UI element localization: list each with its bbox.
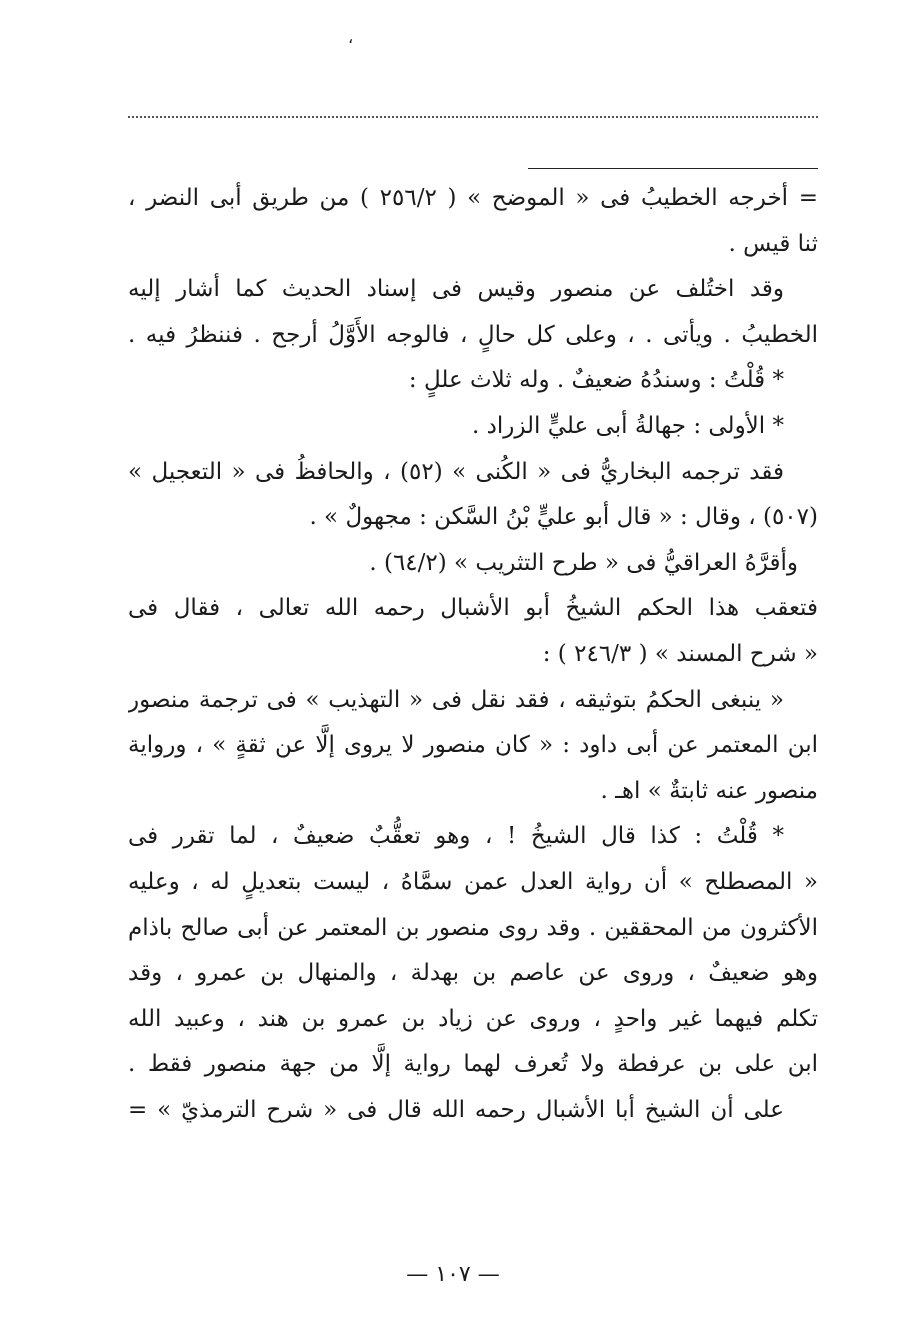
text-line: « ينبغى الحكمُ بتوثيقه ، فقد نقل فى « التهذيب » فى ترجمة منصور xyxy=(128,686,784,713)
footnote-rule xyxy=(528,168,818,169)
body-text xyxy=(128,176,818,1133)
ink-speck: ، xyxy=(348,28,354,47)
text-line: فقد ترجمه البخاريُّ فى « الكُنى » (٥٢) ، والحافظُ فى « التعجيل » xyxy=(128,458,784,485)
text-line: الخطيبُ . ويأتى . ، وعلى كل حالٍ ، فالوجه الأَوَّلُ أرجح . فننظرُ فيه . xyxy=(128,321,818,348)
text-line: « شرح المسند » ( ٢٤٦/٣ ) : xyxy=(542,640,818,667)
dotted-separator xyxy=(128,116,818,118)
page-number: — ١٠٧ — xyxy=(406,1262,500,1287)
text-line: فتعقب هذا الحكم الشيخُ أبو الأشبال رحمه الله تعالى ، فقال فى xyxy=(128,595,818,622)
text-line: * قُلْتُ : كذا قال الشيخُ ! ، وهو تعقُّبٌ ضعيفٌ ، لما تقرر فى xyxy=(128,823,784,850)
text-line: (٥٠٧) ، وقال : « قال أبو عليٍّ بْنُ السَّكن : مجهولٌ » . xyxy=(309,504,818,531)
text-line: * قُلْتُ : وسندُهُ ضعيفٌ . وله ثلاث عللٍ : xyxy=(408,367,784,394)
text-line: ابن المعتمر عن أبى داود : « كان منصور لا يروى إلَّا عن ثقةٍ » ، ورواية xyxy=(128,732,818,759)
text-line: الأكثرون من المحققين . وقد روى منصور بن المعتمر عن أبى صالح باذام xyxy=(128,914,818,941)
text-line: وقد اختُلف عن منصور وقيس فى إسناد الحديث كما أشار إليه xyxy=(128,276,784,303)
text-line: وهو ضعيفٌ ، وروى عن عاصم بن بهدلة ، والمنهال بن عمرو ، وقد xyxy=(128,960,818,987)
text-line: = أخرجه الخطيبُ فى « الموضح » ( ٢٥٦/٢ ) من طريق أبى النضر ، xyxy=(128,185,818,211)
text-line: * الأولى : جهالةُ أبى عليٍّ الزراد . xyxy=(472,412,784,439)
text-line: ثنا قيس . xyxy=(728,230,818,257)
text-line: تكلم فيهما غير واحدٍ ، وروى عن زياد بن عمرو بن هند ، وعبيد الله xyxy=(128,1005,818,1032)
text-line: « المصطلح » أن رواية العدل عمن سمَّاهُ ، ليست بتعديلٍ له ، وعليه xyxy=(128,868,818,895)
text-line: ابن على بن عرفطة ولا تُعرف لهما رواية إلَّا من جهة منصور فقط . xyxy=(128,1051,818,1078)
text-line: وأقرَّهُ العراقيُّ فى « طرح التثريب » (٦٤/٢) . xyxy=(369,549,798,576)
text-line: على أن الشيخ أبا الأشبال رحمه الله قال فى « شرح الترمذيّ » = xyxy=(128,1096,784,1123)
text-line: منصور عنه ثابتةٌ » اهـ . xyxy=(600,777,818,804)
